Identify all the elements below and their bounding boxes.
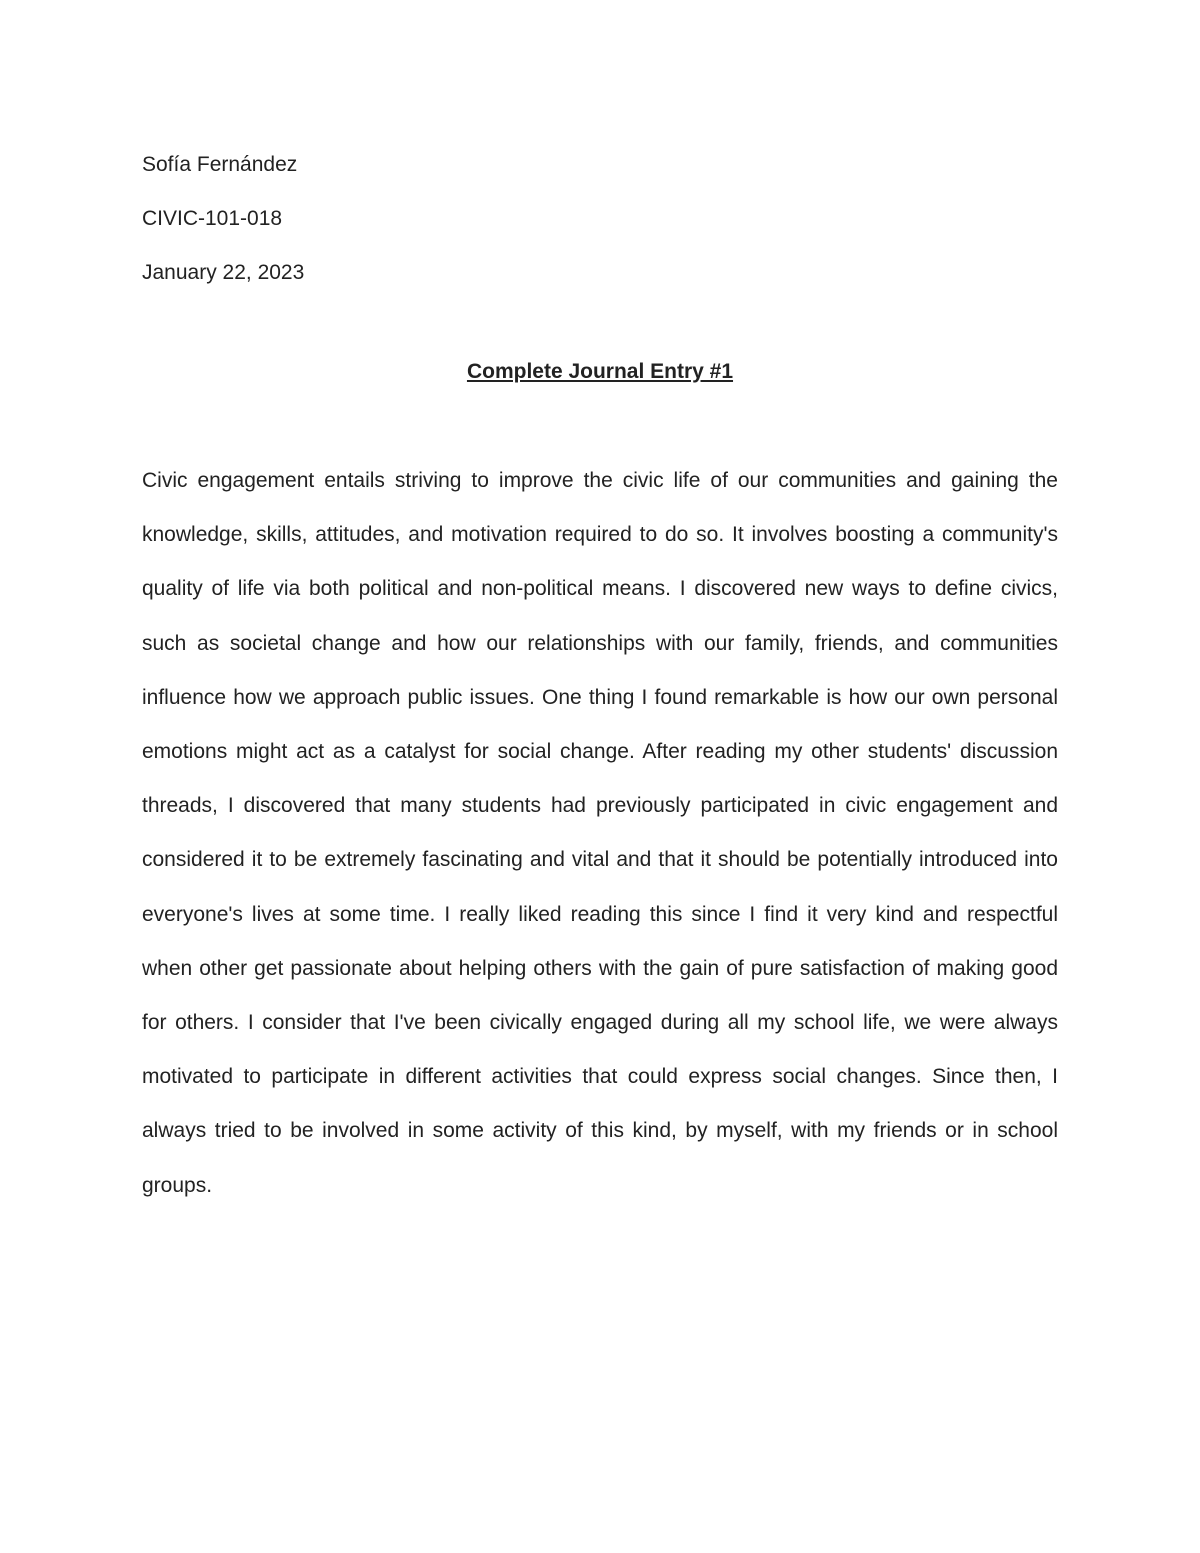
course-code: CIVIC-101-018 bbox=[142, 207, 283, 230]
body-paragraph: Civic engagement entails striving to improve the civic life of our communities and gaining the knowledge, skills, attitudes, and motivation required to do so. It involves boosting a community's quality of life via both political and non-political means. I discovered new ways to define civics, such as societal change and how our relationships with our family, friends, and communities influence how we approach public issues. One thing I found remarkable is how our own personal emotions might act as a catalyst for social change. After reading my other students' discussion threads, I discovered that many students had previously participated in civic engagement and considered it to be extremely fascinating and vital and that it should be potentially introduced into everyone's lives at some time. I really liked reading this since I find it very kind and respectful when other get passionate about helping others with the gain of pure satisfaction of making good for others. I consider that I've been civically engaged during all my school life, we were always motivated to participate in different activities that could express social changes. Since then, I always tried to be involved in some activity of this kind, by myself, with my friends or in school groups. bbox=[142, 469, 1058, 1197]
document-header bbox=[142, 138, 742, 300]
document-date: January 22, 2023 bbox=[142, 261, 305, 284]
document-title: Complete Journal Entry #1 bbox=[466, 360, 734, 383]
author-name: Sofía Fernández bbox=[142, 153, 298, 176]
